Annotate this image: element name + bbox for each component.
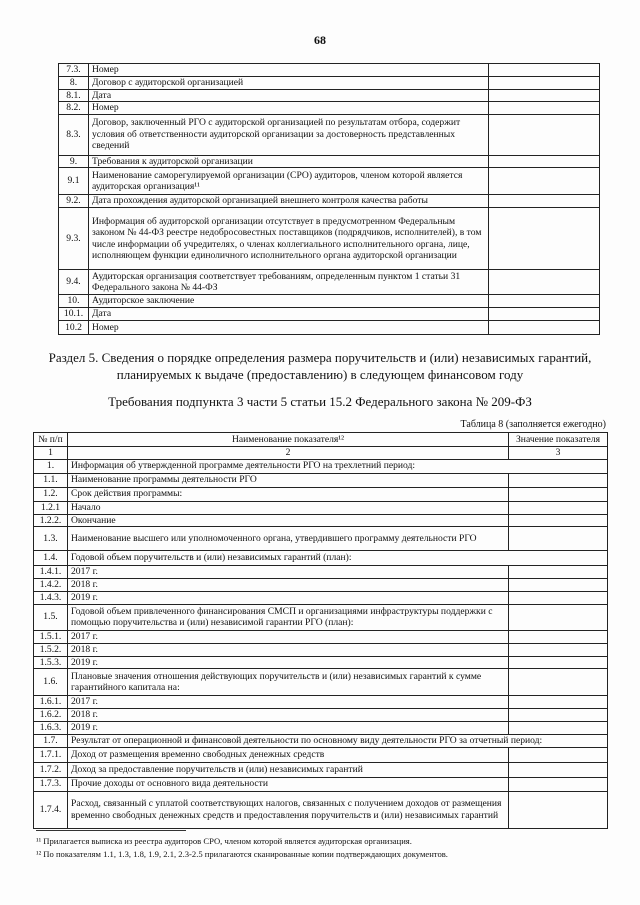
table-row bbox=[34, 709, 608, 722]
row-number: 1.2.2. bbox=[34, 514, 68, 527]
row-number: 1.5.2. bbox=[34, 643, 68, 656]
row-number: 8. bbox=[59, 76, 89, 89]
value-cell[interactable] bbox=[489, 208, 600, 270]
table-row bbox=[34, 527, 608, 551]
table-row bbox=[59, 114, 600, 155]
header-number: № п/п bbox=[34, 433, 68, 447]
row-label: Начало bbox=[68, 501, 509, 514]
table-row bbox=[34, 747, 608, 762]
table-row bbox=[34, 777, 608, 791]
table-row bbox=[34, 592, 608, 605]
value-cell[interactable] bbox=[489, 295, 600, 308]
row-label: Наименование саморегулируемой организации (СРО) аудиторов, членом которой является аудиторская организация¹¹ bbox=[89, 168, 489, 195]
value-cell[interactable] bbox=[509, 669, 608, 696]
value-cell[interactable] bbox=[489, 321, 600, 335]
row-label: Расход, связанный с уплатой соответствующих налогов, связанных с получением доходов от размещения временно свободных денежных средств и предоставления поручительств и (или) независимых гарантий bbox=[68, 791, 509, 828]
table-row bbox=[59, 308, 600, 321]
table-caption: Таблица 8 (заполняется ежегодно) bbox=[460, 419, 606, 430]
table-row bbox=[59, 89, 600, 102]
row-label: Информация об утвержденной программе деятельности РГО на трехлетний период: bbox=[68, 459, 608, 473]
row-number: 9.1 bbox=[59, 168, 89, 195]
row-label: Номер bbox=[89, 321, 489, 335]
row-number: 1.4.2. bbox=[34, 579, 68, 592]
row-label: Плановые значения отношения действующих поручительств и (или) независимых гарантий к сумме гарантийного капитала на: bbox=[68, 669, 509, 696]
header-indicator-name: Наименование показателя¹² bbox=[68, 433, 509, 447]
value-cell[interactable] bbox=[489, 76, 600, 89]
row-number: 1.4. bbox=[34, 551, 68, 566]
row-number: 9. bbox=[59, 155, 89, 168]
table-row bbox=[59, 321, 600, 335]
value-cell[interactable] bbox=[509, 656, 608, 669]
row-label: Дата bbox=[89, 308, 489, 321]
row-label: 2019 г. bbox=[68, 592, 509, 605]
table-row bbox=[59, 76, 600, 89]
row-number: 1.7.2. bbox=[34, 762, 68, 777]
row-label: 2018 г. bbox=[68, 643, 509, 656]
value-cell[interactable] bbox=[509, 566, 608, 579]
row-label: Договор с аудиторской организацией bbox=[89, 76, 489, 89]
footnote-12: ¹² По показателям 1.1, 1.3, 1.8, 1.9, 2.1, 2.3-2.5 прилагаются сканированные копии подтверждающих документов. bbox=[36, 849, 448, 859]
table-header-row bbox=[34, 433, 608, 447]
row-label: 2017 г. bbox=[68, 696, 509, 709]
footnote-11: ¹¹ Прилагается выписка из реестра аудиторов СРО, членом которой является аудиторская организация. bbox=[36, 836, 412, 846]
value-cell[interactable] bbox=[509, 514, 608, 527]
section-title: Раздел 5. Сведения о порядке определения размера поручительств и (или) независимых гарантий, планируемых к выдаче (предоставлению) в следующем финансовом году bbox=[48, 350, 592, 382]
table-row bbox=[59, 295, 600, 308]
page-number: 68 bbox=[314, 33, 326, 47]
value-cell[interactable] bbox=[509, 722, 608, 735]
row-number: 10. bbox=[59, 295, 89, 308]
value-cell[interactable] bbox=[489, 102, 600, 115]
table-row bbox=[34, 604, 608, 630]
row-number: 1.6.2. bbox=[34, 709, 68, 722]
footnote-divider bbox=[36, 830, 186, 831]
value-cell[interactable] bbox=[509, 791, 608, 828]
table-row bbox=[34, 473, 608, 487]
row-number: 1.2. bbox=[34, 487, 68, 501]
row-label: 2017 г. bbox=[68, 566, 509, 579]
table-row bbox=[34, 551, 608, 566]
table-row bbox=[34, 762, 608, 777]
row-number: 8.2. bbox=[59, 102, 89, 115]
table-8 bbox=[33, 432, 608, 829]
row-number: 1.5.3. bbox=[34, 656, 68, 669]
value-cell[interactable] bbox=[489, 89, 600, 102]
row-number: 8.3. bbox=[59, 114, 89, 155]
table-row bbox=[34, 643, 608, 656]
value-cell[interactable] bbox=[509, 747, 608, 762]
table-row bbox=[59, 270, 600, 295]
row-label: Информация об аудиторской организации отсутствует в предусмотренном Федеральным законом № 44-ФЗ реестре недобросовестных поставщиков (подрядчиков, исполнителей), в том числе информации об учредителях, о членах коллегиального исполнительного органа, лице, исполняющем функции единоличного исполнительного органа аудиторской организации bbox=[89, 208, 489, 270]
row-number: 8.1. bbox=[59, 89, 89, 102]
value-cell[interactable] bbox=[509, 643, 608, 656]
row-number: 1.2.1 bbox=[34, 501, 68, 514]
value-cell[interactable] bbox=[489, 168, 600, 195]
col-number-3: 3 bbox=[509, 447, 608, 460]
table-row bbox=[34, 696, 608, 709]
row-number: 10.1. bbox=[59, 308, 89, 321]
value-cell[interactable] bbox=[489, 114, 600, 155]
table-row bbox=[34, 791, 608, 828]
row-label: 2018 г. bbox=[68, 579, 509, 592]
value-cell[interactable] bbox=[509, 579, 608, 592]
row-label: Годовой объем привлеченного финансирования СМСП и организациями инфраструктуры поддержки с помощью поручительства и (или) независимой гарантии РГО (план): bbox=[68, 604, 509, 630]
value-cell[interactable] bbox=[509, 762, 608, 777]
row-label: Дата bbox=[89, 89, 489, 102]
row-label: 2017 г. bbox=[68, 630, 509, 643]
row-number: 7.3. bbox=[59, 64, 89, 77]
col-number-2: 2 bbox=[68, 447, 509, 460]
row-number: 10.2 bbox=[59, 321, 89, 335]
table-row bbox=[34, 630, 608, 643]
row-label: Наименование программы деятельности РГО bbox=[68, 473, 509, 487]
row-label: 2019 г. bbox=[68, 656, 509, 669]
value-cell[interactable] bbox=[489, 308, 600, 321]
row-label: Годовой объем поручительств и (или) независимых гарантий (план): bbox=[68, 551, 608, 566]
row-label: Требования к аудиторской организации bbox=[89, 155, 489, 168]
header-indicator-value: Значение показателя bbox=[509, 433, 608, 447]
value-cell[interactable] bbox=[509, 604, 608, 630]
value-cell[interactable] bbox=[509, 709, 608, 722]
row-number: 1. bbox=[34, 459, 68, 473]
value-cell[interactable] bbox=[509, 473, 608, 487]
table-row bbox=[34, 459, 608, 473]
row-number: 1.6.3. bbox=[34, 722, 68, 735]
row-label: Окончание bbox=[68, 514, 509, 527]
value-cell[interactable] bbox=[489, 270, 600, 295]
column-number-row bbox=[34, 447, 608, 460]
row-label: Наименование высшего или уполномоченного органа, утвердившего программу деятельности РГО bbox=[68, 527, 509, 551]
row-number: 1.5.1. bbox=[34, 630, 68, 643]
row-number: 1.7.1. bbox=[34, 747, 68, 762]
table-row bbox=[34, 566, 608, 579]
row-number: 1.5. bbox=[34, 604, 68, 630]
value-cell[interactable] bbox=[489, 155, 600, 168]
table-row bbox=[34, 734, 608, 747]
row-number: 1.1. bbox=[34, 473, 68, 487]
table-row bbox=[34, 501, 608, 514]
row-label: Срок действия программы: bbox=[68, 487, 509, 501]
row-label: Номер bbox=[89, 102, 489, 115]
row-label: Прочие доходы от основного вида деятельности bbox=[68, 777, 509, 791]
row-label: Аудиторское заключение bbox=[89, 295, 489, 308]
row-number: 1.7. bbox=[34, 734, 68, 747]
table-row bbox=[59, 195, 600, 208]
col-number-1: 1 bbox=[34, 447, 68, 460]
row-label: 2018 г. bbox=[68, 709, 509, 722]
row-label: Дата прохождения аудиторской организацией внешнего контроля качества работы bbox=[89, 195, 489, 208]
table-row bbox=[34, 487, 608, 501]
section-subtitle: Требования подпункта 3 части 5 статьи 15.2 Федерального закона № 209-ФЗ bbox=[108, 394, 532, 409]
table-row bbox=[34, 722, 608, 735]
row-label: Доход за предоставление поручительств и (или) независимых гарантий bbox=[68, 762, 509, 777]
row-label: Аудиторская организация соответствует требованиям, определенным пунктом 1 статьи 31 Федерального закона № 44-ФЗ bbox=[89, 270, 489, 295]
row-label: Результат от операционной и финансовой деятельности по основному виду деятельности РГО за отчетный период: bbox=[68, 734, 608, 747]
table-row bbox=[34, 514, 608, 527]
table-row bbox=[59, 208, 600, 270]
value-cell[interactable] bbox=[509, 630, 608, 643]
table-row bbox=[59, 64, 600, 77]
row-label: Доход от размещения временно свободных денежных средств bbox=[68, 747, 509, 762]
row-number: 1.4.1. bbox=[34, 566, 68, 579]
row-number: 1.6.1. bbox=[34, 696, 68, 709]
value-cell[interactable] bbox=[509, 527, 608, 551]
value-cell[interactable] bbox=[489, 195, 600, 208]
row-label: Номер bbox=[89, 64, 489, 77]
row-number: 9.4. bbox=[59, 270, 89, 295]
value-cell[interactable] bbox=[509, 501, 608, 514]
table-row bbox=[59, 102, 600, 115]
value-cell[interactable] bbox=[489, 64, 600, 77]
row-number: 9.2. bbox=[59, 195, 89, 208]
table-7-continuation bbox=[58, 63, 600, 335]
row-number: 1.4.3. bbox=[34, 592, 68, 605]
table-row bbox=[34, 656, 608, 669]
value-cell[interactable] bbox=[509, 592, 608, 605]
table-row bbox=[59, 168, 600, 195]
table-row bbox=[34, 669, 608, 696]
table-row bbox=[59, 155, 600, 168]
value-cell[interactable] bbox=[509, 487, 608, 501]
row-number: 1.7.4. bbox=[34, 791, 68, 828]
table-row bbox=[34, 579, 608, 592]
row-number: 9.3. bbox=[59, 208, 89, 270]
row-label: Договор, заключенный РГО с аудиторской организацией по результатам отбора, содержит условия об ответственности аудиторской организации за достоверность представленных сведений bbox=[89, 114, 489, 155]
row-number: 1.7.3. bbox=[34, 777, 68, 791]
row-number: 1.6. bbox=[34, 669, 68, 696]
value-cell[interactable] bbox=[509, 696, 608, 709]
row-label: 2019 г. bbox=[68, 722, 509, 735]
row-number: 1.3. bbox=[34, 527, 68, 551]
value-cell[interactable] bbox=[509, 777, 608, 791]
